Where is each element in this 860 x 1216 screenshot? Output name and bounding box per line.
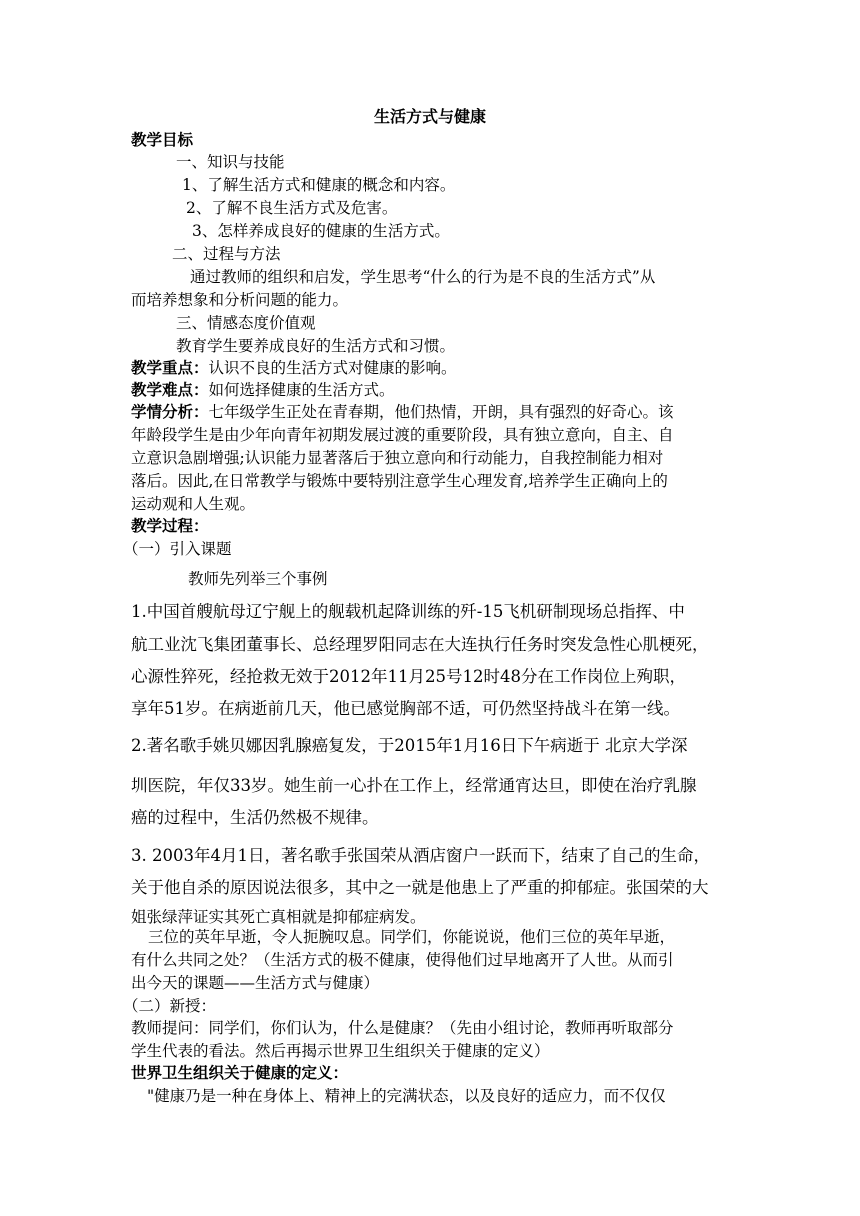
example-2: 2.著名歌手姚贝娜因乳腺癌复发，于2015年1月16日下午病逝于 北京大学深	[131, 736, 688, 755]
teacher-question: 教师提问：同学们，你们认为，什么是健康？（先由小组讨论，教师再听取部分	[131, 1019, 674, 1037]
page-title: 生活方式与健康	[373, 107, 486, 126]
obj3-heading: 三、情感态度价值观	[176, 314, 316, 332]
obj2-heading: 二、过程与方法	[172, 245, 281, 263]
teacher-question: 学生代表的看法。然后再揭示世界卫生组织关于健康的定义）	[131, 1042, 550, 1060]
who-definition-text: "健康乃是一种在身体上、精神上的完满状态，以及良好的适应力，而不仅仅	[147, 1087, 666, 1105]
obj3-text: 教育学生要养成良好的生活方式和习惯。	[176, 337, 456, 355]
analysis-text: 落后。因此,在日常教学与锻炼中要特别注意学生心理发育,培养学生正确向上的	[131, 472, 668, 490]
example-2: 癌的过程中，生活仍然极不规律。	[131, 808, 379, 827]
difficulty-text: 如何选择健康的生活方式。	[208, 381, 395, 399]
analysis-text: 年龄段学生是由少年向青年初期发展过渡的重要阶段，具有独立意向，自主、自	[131, 426, 674, 444]
obj2-text: 通过教师的组织和启发，学生思考“什么的行为是不良的生活方式”从	[190, 268, 656, 286]
example-1: 享年51岁。在病逝前几天，他已感觉胸部不适，可仍然坚持战斗在第一线。	[131, 699, 680, 718]
example-1: 心源性猝死，经抢救无效于2012年11月25号12时48分在工作岗位上殉职，	[131, 667, 686, 686]
obj1-item: 2、了解不良生活方式及危害。	[186, 199, 398, 217]
difficulty-label: 教学难点：	[131, 381, 209, 399]
section-2-heading: （二）新授：	[123, 997, 217, 1015]
example-3: 关于他自杀的原因说法很多，其中之一就是他患上了严重的抑郁症。张国荣的大	[131, 878, 709, 897]
key-label: 教学重点：	[131, 359, 209, 377]
analysis-text: 运动观和人生观。	[131, 495, 256, 513]
summary-text: 有什么共同之处？（生活方式的极不健康，使得他们过早地离开了人世。从而引	[131, 951, 674, 969]
process-heading: 教学过程：	[131, 517, 209, 535]
intro-text: 教师先列举三个事例	[188, 570, 328, 588]
key-point	[131, 356, 457, 380]
difficulty-point	[131, 378, 395, 402]
example-3: 姐张绿萍证实其死亡真相就是抑郁症病发。	[131, 908, 426, 926]
summary-text: 出今天的课题——生活方式与健康）	[131, 974, 380, 992]
summary-text: 三位的英年早逝，令人扼腕叹息。同学们，你能说说，他们三位的英年早逝，	[148, 928, 676, 946]
example-2: 圳医院，年仅33岁。她生前一心扑在工作上，经常通宵达旦，即使在治疗乳腺	[131, 776, 697, 795]
example-1: 1.中国首艘航母辽宁舰上的舰载机起降训练的歼-15飞机研制现场总指挥、中	[131, 602, 685, 621]
analysis-text: 七年级学生正处在青春期，他们热情，开朗，具有强烈的好奇心。该	[208, 403, 674, 421]
analysis-line	[131, 400, 674, 424]
obj1-heading: 一、知识与技能	[176, 153, 285, 171]
example-1: 航工业沈飞集团董事长、总经理罗阳同志在大连执行任务时突发急性心肌梗死，	[131, 635, 709, 654]
analysis-label: 学情分析：	[131, 403, 209, 421]
example-3: 3. 2003年4月1日，著名歌手张国荣从酒店窗户一跃而下，结束了自己的生命，	[131, 846, 710, 865]
obj2-text: 而培养想象和分析问题的能力。	[131, 291, 349, 309]
obj1-item: 3、怎样养成良好的健康的生活方式。	[192, 222, 450, 240]
objectives-heading: 教学目标	[131, 131, 194, 149]
analysis-text: 立意识急剧增强;认识能力显著落后于独立意向和行动能力，自我控制能力相对	[131, 449, 664, 467]
who-definition-heading: 世界卫生组织关于健康的定义：	[131, 1064, 349, 1082]
obj1-item: 1、了解生活方式和健康的概念和内容。	[182, 176, 456, 194]
section-1-heading: （一）引入课题	[123, 540, 232, 558]
key-text: 认识不良的生活方式对健康的影响。	[208, 359, 457, 377]
